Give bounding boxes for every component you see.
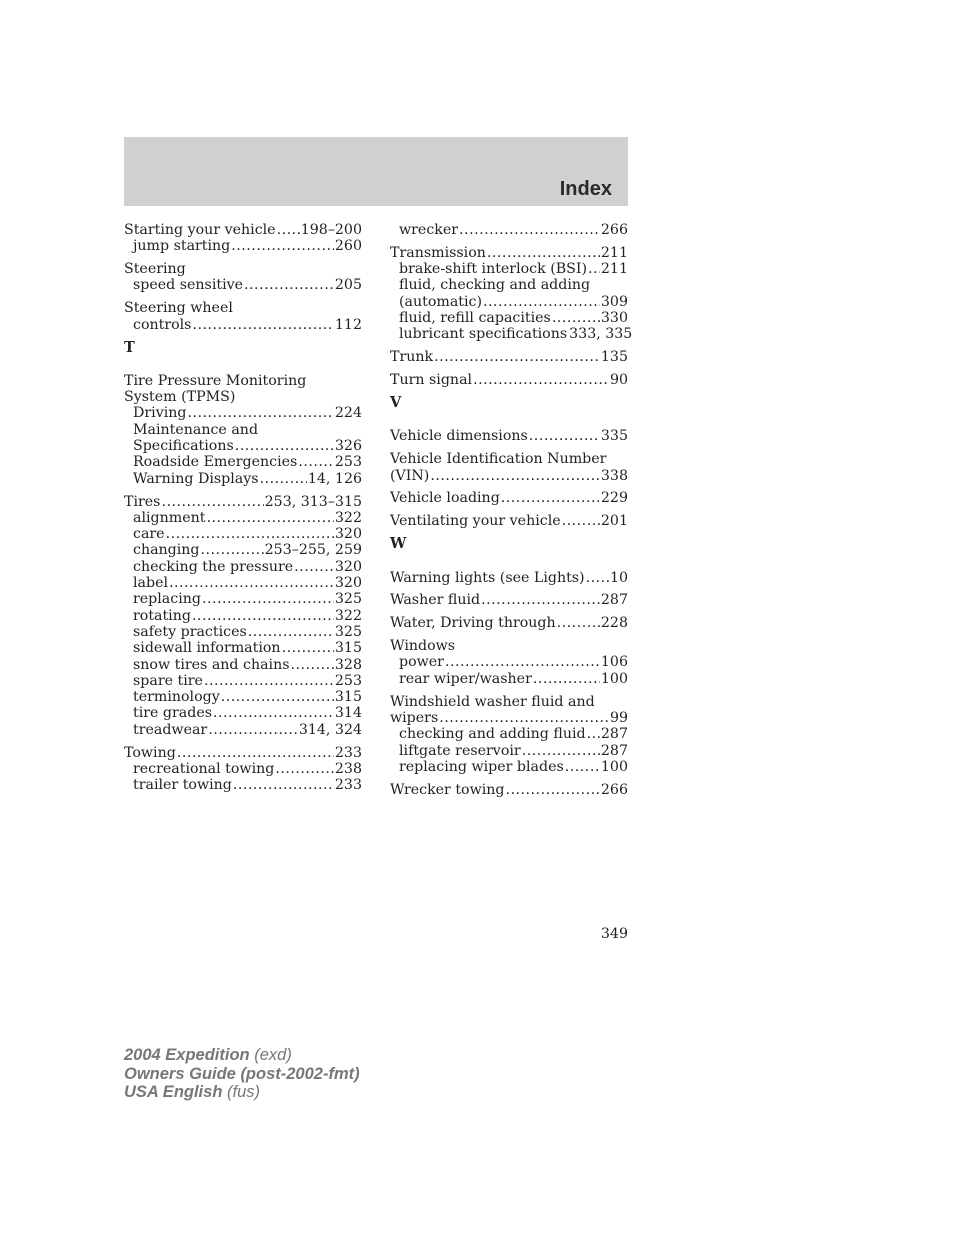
page-reference: 211 [600, 244, 628, 261]
dot-leader [177, 745, 334, 761]
index-term [390, 468, 628, 484]
page-reference: 320 [334, 575, 362, 592]
index-subentry [124, 722, 362, 738]
index-entry [390, 451, 628, 484]
entry-text: Transmission [390, 244, 486, 261]
index-subentry [124, 657, 362, 673]
index-subentry [390, 671, 628, 687]
entry-text: fluid, refill capacities [399, 310, 551, 327]
dot-leader [277, 222, 300, 238]
index-subentry [124, 575, 362, 591]
dot-leader [473, 372, 609, 388]
index-term [390, 451, 628, 467]
index-subentry [390, 743, 628, 759]
index-entry [124, 222, 362, 255]
entry-text: Water, Driving through [390, 615, 556, 632]
entry-text: replacing wiper blades [399, 758, 564, 775]
entry-text: Roadside Emergencies [133, 454, 298, 471]
dot-leader [231, 238, 334, 254]
entry-text: Vehicle Identification Number [390, 451, 607, 468]
page-reference: 315 [334, 689, 362, 706]
dot-leader [204, 673, 334, 689]
dot-leader [588, 261, 600, 277]
footer-line-3 [124, 1083, 360, 1102]
page-reference: 287 [600, 742, 628, 759]
index-subentry [390, 261, 628, 277]
page-reference: 326 [334, 438, 362, 455]
index-subentry [390, 310, 628, 326]
page-reference: 224 [334, 405, 362, 422]
index-subentry [124, 689, 362, 705]
entry-text: checking and adding fluid [399, 726, 586, 743]
section-letter: T [124, 338, 135, 356]
index-subentry [124, 438, 362, 454]
entry-text: wipers [390, 709, 439, 726]
dot-leader [430, 468, 600, 484]
index-term [390, 615, 628, 631]
index-term [124, 300, 362, 316]
index-header-band [124, 137, 628, 206]
index-entry [124, 745, 362, 794]
footer-model-code: (exd) [254, 1046, 292, 1064]
page-reference: 233 [334, 777, 362, 794]
entry-text: label [133, 575, 169, 592]
index-subentry [390, 277, 628, 293]
dot-leader [248, 624, 334, 640]
dot-leader [481, 592, 600, 608]
index-term [390, 372, 628, 388]
index-subentry [124, 510, 362, 526]
page-reference: 233 [334, 744, 362, 761]
entry-text: speed sensitive [133, 277, 244, 294]
entry-text: treadwear [133, 721, 208, 738]
index-subentry [124, 705, 362, 721]
page-reference: 266 [600, 781, 628, 798]
page-reference: 325 [334, 591, 362, 608]
entry-text: wrecker [399, 222, 459, 238]
index-entry [390, 638, 628, 687]
entry-text: Vehicle loading [390, 490, 500, 507]
index-term [390, 490, 628, 506]
index-entry [390, 428, 628, 444]
index-term [390, 349, 628, 365]
dot-leader [201, 542, 264, 558]
index-subentry [124, 471, 362, 487]
entry-text: (VIN) [390, 467, 430, 484]
index-term [124, 373, 362, 389]
index-term [124, 222, 362, 238]
page-reference: 322 [334, 509, 362, 526]
page-reference: 106 [600, 654, 628, 671]
page-reference: 335 [600, 428, 628, 445]
dot-leader [557, 615, 600, 631]
page-reference: 287 [600, 726, 628, 743]
index-entry [124, 300, 362, 333]
dot-leader [192, 317, 333, 333]
page-number: 349 [600, 926, 628, 942]
index-subentry [124, 559, 362, 575]
entry-text: rotating [133, 607, 191, 624]
index-subentry [124, 673, 362, 689]
dot-leader [533, 671, 600, 687]
page-reference: 100 [600, 758, 628, 775]
entry-text: tire grades [133, 705, 213, 722]
entry-text: controls [133, 316, 192, 333]
page-reference: 100 [600, 670, 628, 687]
entry-text: alignment [133, 509, 206, 526]
page-reference: 325 [334, 623, 362, 640]
dot-leader [213, 705, 334, 721]
index-term [124, 494, 362, 510]
index-subentry [124, 277, 362, 293]
index-entry [124, 494, 362, 738]
dot-leader [562, 513, 600, 529]
page-reference: 112 [334, 316, 362, 333]
entry-text: Driving [133, 405, 187, 422]
index-subentry [390, 759, 628, 775]
dot-leader [169, 575, 334, 591]
page-reference: 99 [609, 709, 628, 726]
index-subentry [124, 761, 362, 777]
dot-leader [294, 559, 334, 575]
index-term [124, 389, 362, 405]
entry-text: jump starting [133, 238, 231, 255]
entry-text: care [133, 526, 165, 543]
dot-leader [298, 454, 334, 470]
index-entry [390, 244, 633, 343]
index-subentry [124, 624, 362, 640]
dot-leader [202, 591, 334, 607]
index-subentry [124, 238, 362, 254]
dot-leader [506, 782, 600, 798]
page-reference: 211 [600, 261, 628, 278]
document-footer [124, 1046, 360, 1102]
index-subentry [390, 326, 633, 343]
dot-leader [187, 405, 333, 421]
dot-leader [586, 570, 609, 586]
index-term [390, 513, 628, 529]
dot-leader [235, 438, 334, 454]
entry-text: fluid, checking and adding [399, 277, 591, 294]
entry-text: spare tire [133, 672, 203, 689]
dot-leader [445, 654, 600, 670]
page-reference: 10 [609, 569, 628, 586]
entry-text: lubricant specifications [399, 326, 568, 343]
entry-text: Turn signal [390, 372, 473, 389]
page-reference: 309 [600, 293, 628, 310]
dot-leader [233, 777, 334, 793]
entry-text: liftgate reservoir [399, 742, 521, 759]
index-entry [390, 615, 628, 631]
entry-text: System (TPMS) [124, 389, 236, 406]
dot-leader [192, 608, 334, 624]
page-reference: 253, 313–315 [264, 493, 362, 510]
page-reference: 135 [600, 349, 628, 366]
dot-leader [166, 526, 334, 542]
entry-text: brake-shift interlock (BSI) [399, 261, 588, 278]
index-subentry [390, 294, 628, 310]
page-reference: 330 [600, 310, 628, 327]
page-reference: 253 [334, 454, 362, 471]
index-subentry [390, 222, 628, 238]
entry-text: Tire Pressure Monitoring [124, 372, 307, 389]
page-reference: 315 [334, 640, 362, 657]
entry-text: recreational towing [133, 760, 275, 777]
dot-leader [552, 310, 600, 326]
dot-leader [483, 294, 600, 310]
dot-leader [206, 510, 333, 526]
entry-text: Wrecker towing [390, 781, 505, 798]
entry-text: Starting your vehicle [124, 222, 276, 238]
index-term [390, 694, 628, 710]
dot-leader [208, 722, 298, 738]
index-subentry [124, 608, 362, 624]
entry-text: Towing [124, 744, 176, 761]
entry-text: Warning Displays [133, 470, 259, 487]
dot-leader [587, 726, 600, 742]
dot-leader [501, 490, 600, 506]
page-reference: 338 [600, 467, 628, 484]
entry-text: Ventilating your vehicle [390, 513, 561, 530]
index-subentry [124, 777, 362, 793]
page-reference: 198–200 [300, 222, 362, 238]
index-term [390, 428, 628, 444]
entry-text: Windows [390, 638, 456, 655]
index-entry [390, 349, 628, 365]
index-subentry [390, 654, 628, 670]
index-term [390, 782, 628, 798]
page-reference: 14, 126 [307, 470, 362, 487]
entry-text: Warning lights (see Lights) [390, 569, 585, 586]
entry-text: safety practices [133, 623, 247, 640]
index-entry [124, 373, 362, 487]
index-subentry [124, 405, 362, 421]
section-letter: W [390, 535, 407, 553]
page-reference: 333, 335 [569, 326, 633, 343]
page-reference: 228 [600, 615, 628, 632]
index-subentry [124, 591, 362, 607]
index-entry [390, 694, 628, 775]
section-letter: V [390, 394, 402, 412]
entry-text: Steering [124, 261, 186, 278]
footer-guide: Owners Guide (post-2002-fmt) [124, 1064, 360, 1083]
index-term [390, 710, 628, 726]
dot-leader [434, 349, 600, 365]
entry-text: sidewall information [133, 640, 281, 657]
page-reference: 90 [609, 372, 628, 389]
index-term [390, 638, 628, 654]
page-reference: 238 [334, 760, 362, 777]
footer-model: 2004 Expedition [124, 1046, 250, 1064]
index-entry [390, 222, 628, 238]
dot-leader [221, 689, 334, 705]
page-reference: 314 [334, 705, 362, 722]
entry-text: Trunk [390, 349, 434, 366]
dot-leader [522, 743, 600, 759]
index-term [390, 245, 628, 261]
page-reference: 229 [600, 490, 628, 507]
index-column-left [124, 222, 362, 800]
entry-text: snow tires and chains [133, 656, 290, 673]
page-reference: 201 [600, 513, 628, 530]
entry-text: Tires [124, 493, 161, 510]
page-reference: 314, 324 [298, 721, 362, 738]
entry-text: checking the pressure [133, 558, 294, 575]
index-subentry [124, 317, 362, 333]
index-column-right [390, 222, 633, 805]
index-entry [390, 372, 628, 388]
index-term [390, 592, 628, 608]
dot-leader [565, 759, 600, 775]
page-reference: 253 [334, 672, 362, 689]
index-entry [390, 513, 628, 529]
page-reference: 328 [334, 656, 362, 673]
dot-leader [439, 710, 609, 726]
entry-text: Specifications [133, 438, 234, 455]
footer-language: USA English [124, 1083, 223, 1102]
index-subentry [124, 542, 362, 558]
dot-leader [487, 245, 600, 261]
index-entry [390, 570, 628, 586]
entry-text: power [399, 654, 444, 671]
page-title: Index [559, 178, 612, 200]
footer-line-2 [124, 1065, 360, 1084]
index-subentry [390, 726, 628, 742]
dot-leader [291, 657, 334, 673]
index-subentry [124, 640, 362, 656]
entry-text: Washer fluid [390, 592, 481, 609]
entry-text: Steering wheel [124, 300, 233, 317]
entry-text: changing [133, 542, 200, 559]
page-reference: 322 [334, 607, 362, 624]
dot-leader [244, 277, 334, 293]
entry-text: rear wiper/washer [399, 670, 532, 687]
entry-text: replacing [133, 591, 201, 608]
entry-text: trailer towing [133, 777, 232, 794]
index-entry [124, 261, 362, 294]
page-reference: 260 [334, 238, 362, 255]
index-subentry [124, 454, 362, 470]
index-term [390, 570, 628, 586]
entry-text: (automatic) [399, 293, 483, 310]
dot-leader [529, 428, 600, 444]
index-term [124, 745, 362, 761]
index-entry [390, 592, 628, 608]
index-subentry [124, 526, 362, 542]
dot-leader [275, 761, 334, 777]
dot-leader [459, 222, 600, 238]
footer-line-1 [124, 1046, 360, 1065]
page-reference: 287 [600, 592, 628, 609]
page-reference: 253–255, 259 [264, 542, 362, 559]
dot-leader [282, 640, 334, 656]
page-reference: 205 [334, 277, 362, 294]
index-entry [390, 490, 628, 506]
entry-text: Windshield washer fluid and [390, 693, 595, 710]
footer-language-code: (fus) [227, 1083, 260, 1102]
page-reference: 320 [334, 558, 362, 575]
dot-leader [260, 471, 307, 487]
dot-leader [161, 494, 263, 510]
entry-text: Vehicle dimensions [390, 428, 528, 445]
entry-text: Maintenance and [133, 421, 259, 438]
index-term [124, 261, 362, 277]
page-reference: 320 [334, 526, 362, 543]
index-entry [390, 782, 628, 798]
entry-text: terminology [133, 689, 220, 706]
page-reference: 266 [600, 222, 628, 238]
index-subentry [124, 422, 362, 438]
